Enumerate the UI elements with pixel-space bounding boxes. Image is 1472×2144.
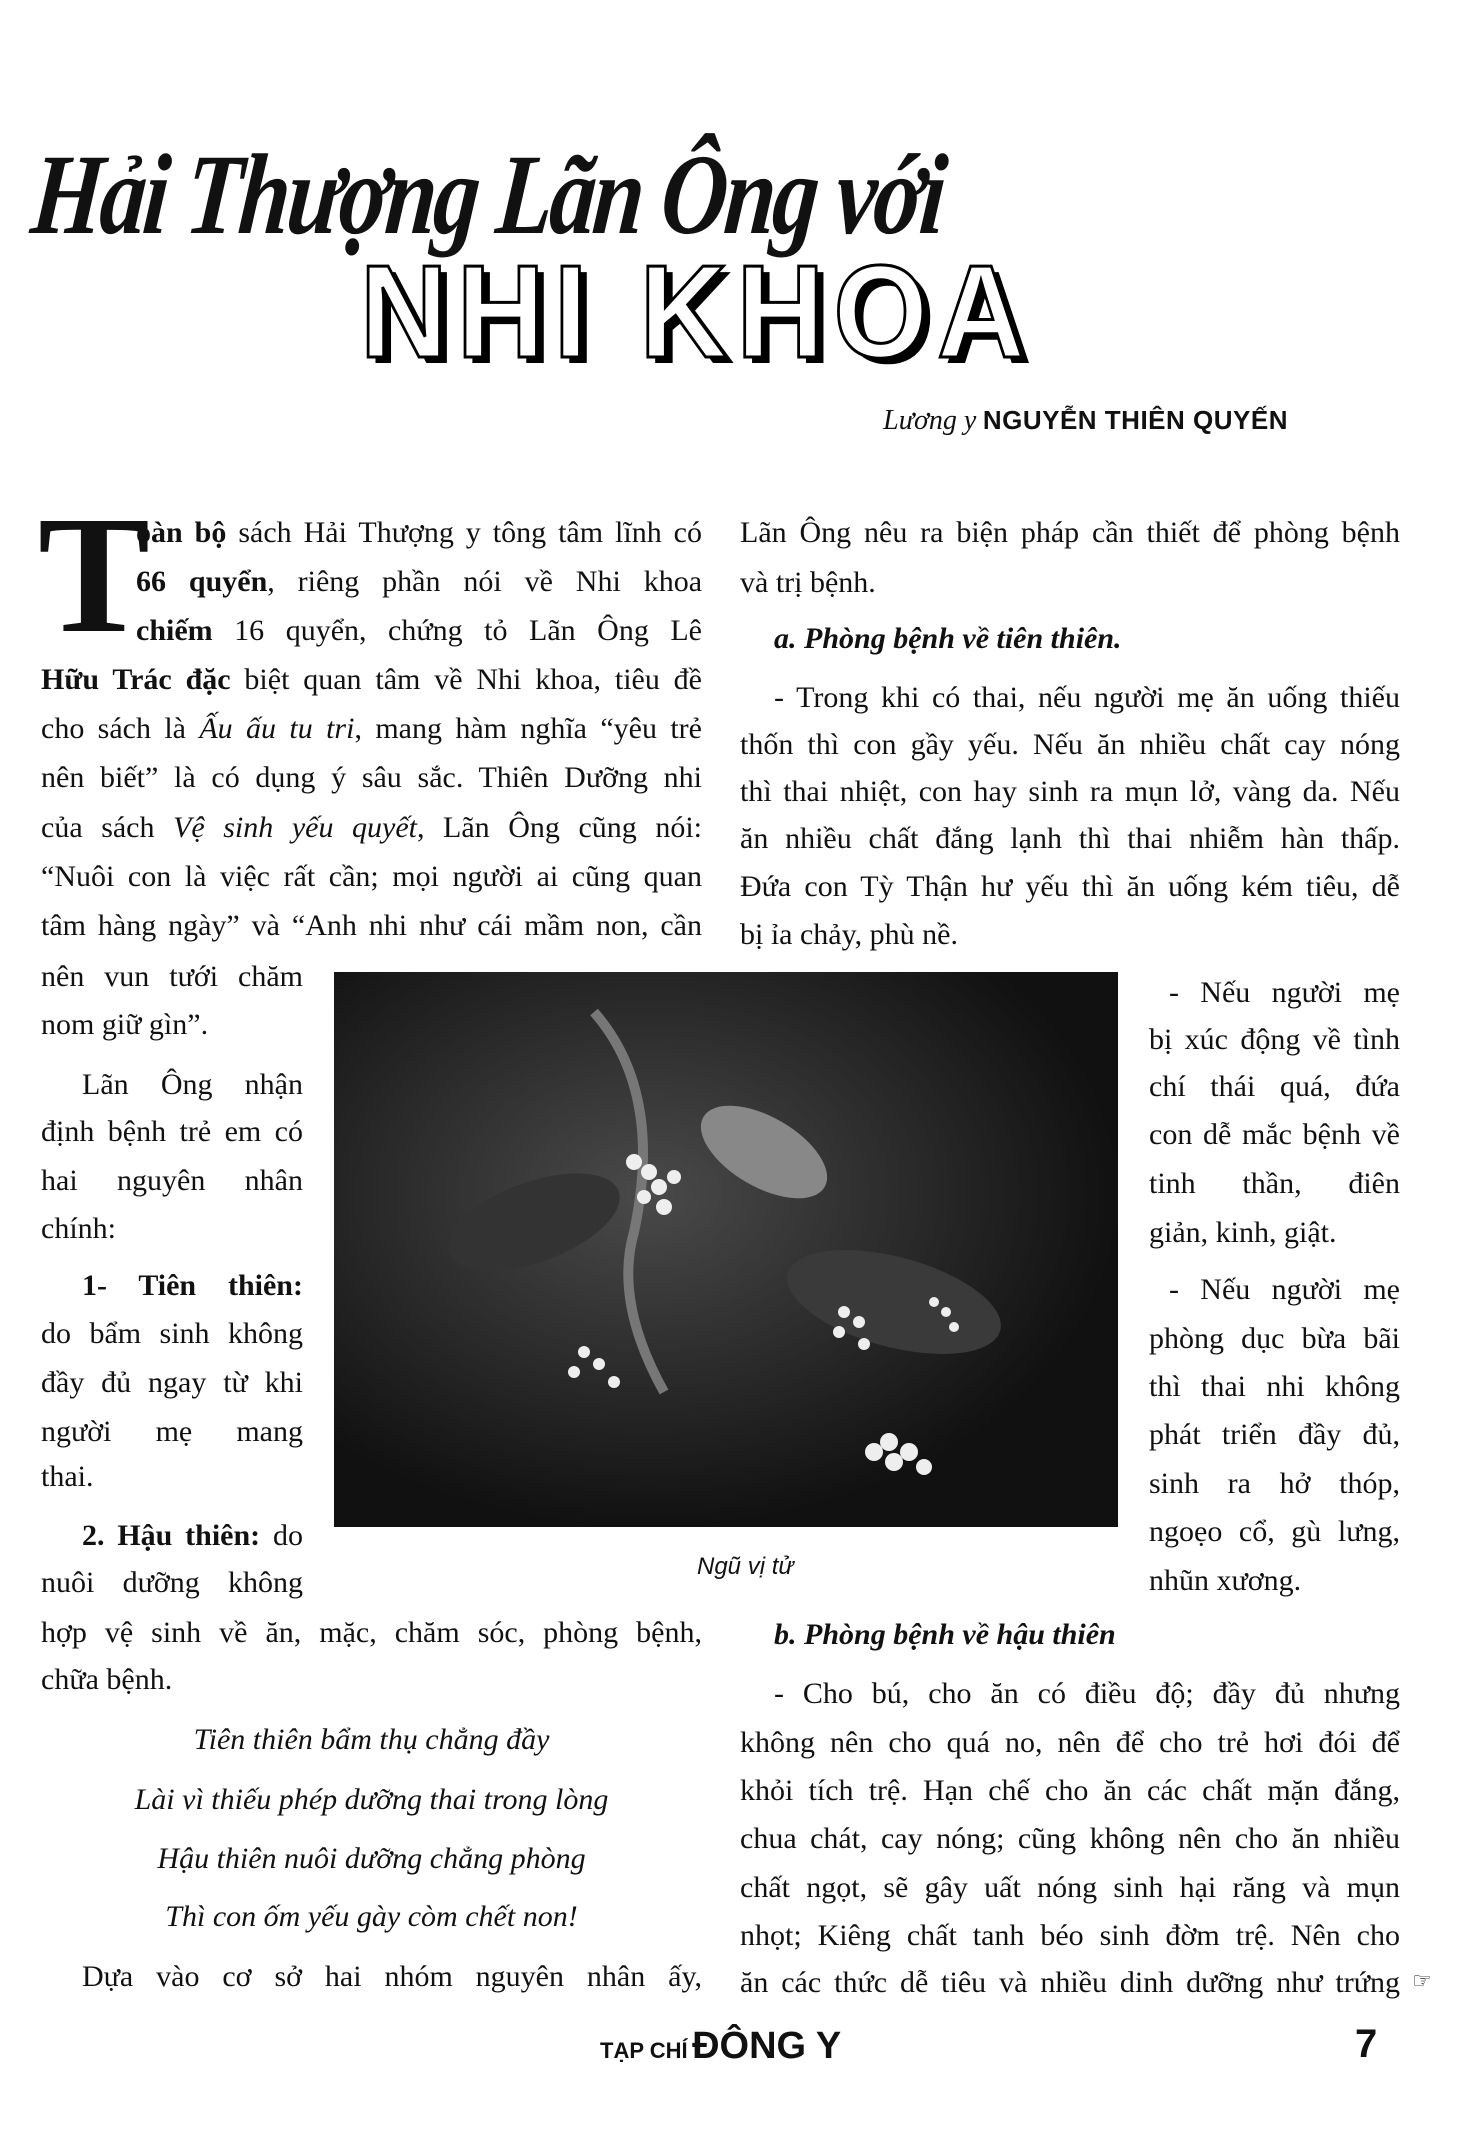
subheading-hau-thien: 2. Hậu thiên: do (82, 1519, 303, 1552)
text-line: nên vun tưới chăm (41, 960, 303, 993)
text-line: thì thai nhi không (1149, 1370, 1400, 1403)
text-line: cho sách là Ấu ấu tu tri, mang hàm nghĩa “yêu trẻ (41, 712, 702, 745)
text-line: 66 quyển, riêng phần nói về Nhi khoa (136, 565, 703, 598)
byline-label: Lương y (883, 405, 977, 436)
poem-line: Tiên thiên bẩm thụ chẳng đầy (193, 1723, 550, 1756)
text-line: nhọt; Kiêng chất tanh béo sinh đờm trệ. Nên cho (740, 1919, 1400, 1952)
text-line: oàn bộ sách Hải Thượng y tông tâm lĩnh có (136, 516, 702, 549)
text-line: chữa bệnh. (41, 1663, 173, 1696)
berries-photo-illustration (334, 972, 1118, 1527)
text-line: tinh thần, điên (1149, 1167, 1400, 1200)
text-line: nuôi dưỡng không (41, 1566, 303, 1599)
text-line: - Cho bú, cho ăn có điều độ; đầy đủ nhưng (774, 1677, 1400, 1710)
text-line: thì thai nhiệt, con hay sinh ra mụn lở, vàng da. Nếu (740, 775, 1400, 808)
text-line: thốn thì con gầy yếu. Nếu ăn nhiều chất cay nóng (740, 728, 1400, 761)
text-line: “Nuôi con là việc rất cần; mọi người ai cũng quan (41, 860, 702, 893)
text-line: Lãn Ông nhận (82, 1068, 303, 1101)
text-line: - Nếu người mẹ (1169, 976, 1400, 1009)
text-line: tâm hàng ngày” và “Anh nhi như cái mầm non, cần (41, 909, 702, 942)
text-line: giản, kinh, giật. (1149, 1216, 1337, 1249)
text-line: bị xúc động về tình (1149, 1023, 1400, 1056)
magazine-name: ĐÔNG Y (692, 2025, 842, 2067)
text-line: Lãn Ông nêu ra biện pháp cần thiết để phòng bệnh (740, 516, 1400, 549)
article-title-script: Hải Thượng Lãn Ông với (27, 130, 949, 258)
text-line: chính: (41, 1212, 116, 1245)
text-line: nên biết” là có dụng ý sâu sắc. Thiên Dưỡng nhi (41, 761, 702, 794)
text-line: chua chát, cay nóng; cũng không nên cho ăn nhiều (740, 1822, 1400, 1855)
text-line: ăn nhiều chất đắng lạnh thì thai nhiễm hàn thấp. (740, 822, 1400, 855)
text-line: con dễ mắc bệnh về (1149, 1118, 1400, 1151)
text-line: định bệnh trẻ em có (41, 1115, 303, 1148)
text-line: nhũn xương. (1149, 1564, 1302, 1597)
text-line: chí thái quá, đứa (1149, 1070, 1400, 1103)
text-line: và trị bệnh. (740, 566, 876, 599)
text-line: sinh ra hở thóp, (1149, 1467, 1400, 1500)
text-line: phát triển đầy đủ, (1149, 1418, 1400, 1451)
text-line: khỏi tích trệ. Hạn chế cho ăn các chất mặn đắng, (740, 1774, 1400, 1807)
section-heading-a: a. Phòng bệnh về tiên thiên. (774, 622, 1122, 655)
text-line: phòng dục bừa bãi (1149, 1322, 1400, 1355)
magazine-footer (600, 2025, 841, 2068)
text-line: của sách Vệ sinh yếu quyết, Lãn Ông cũng nói: (41, 811, 703, 844)
text-line: thai. (41, 1460, 94, 1493)
text-line: - Nếu người mẹ (1169, 1273, 1400, 1306)
text-line: không nên cho quá no, nên để cho trẻ hơi đói để (740, 1726, 1400, 1759)
subheading-tien-thien: 1- Tiên thiên: (82, 1269, 303, 1302)
magazine-label: TẠP CHÍ (600, 2038, 688, 2063)
text-line: hợp vệ sinh về ăn, mặc, chăm sóc, phòng bệnh, (41, 1616, 702, 1649)
poem-line: Hậu thiên nuôi dưỡng chẳng phòng (157, 1842, 586, 1875)
text-line: Dựa vào cơ sở hai nhóm nguyên nhân ấy, (82, 1960, 702, 1993)
article-title-block: NHI KHOA (360, 238, 1035, 385)
byline-author: NGUYỄN THIÊN QUYẾN (982, 405, 1288, 435)
page-number: 7 (1355, 2022, 1378, 2066)
photo-caption: Ngũ vị tử (697, 1553, 794, 1580)
text-line: chất ngọt, sẽ gây uất nóng sinh hại răng và mụn (740, 1871, 1400, 1904)
text-line: bị ỉa chảy, phù nề. (740, 918, 958, 951)
text-line: ăn các thức dễ tiêu và nhiều dinh dưỡng như trứng (740, 1966, 1400, 1999)
poem-line: Thì con ốm yếu gày còm chết non! (165, 1900, 578, 1933)
text-line: người mẹ mang (41, 1415, 303, 1448)
poem-line: Lài vì thiếu phép dưỡng thai trong lòng (134, 1783, 609, 1816)
text-line: nom giữ gìn”. (41, 1008, 209, 1041)
text-line: đầy đủ ngay từ khi (41, 1366, 303, 1399)
section-heading-b: b. Phòng bệnh về hậu thiên (774, 1618, 1116, 1651)
text-line: hai nguyên nhân (41, 1164, 303, 1197)
text-line: ngoẹo cổ, gù lưng, (1149, 1515, 1400, 1548)
continue-pointer-icon: ☞ (1412, 1968, 1432, 1993)
byline (883, 405, 1288, 437)
drop-cap: T (38, 482, 151, 668)
text-line: Hữu Trác đặc biệt quan tâm về Nhi khoa, tiêu đề (41, 663, 702, 696)
text-line: Đứa con Tỳ Thận hư yếu thì ăn uống kém tiêu, dễ (740, 870, 1400, 903)
photo-ngu-vi-tu (334, 972, 1118, 1527)
text-line: - Trong khi có thai, nếu người mẹ ăn uống thiếu (774, 681, 1400, 714)
text-line: do bẩm sinh không (41, 1317, 303, 1350)
text-line: chiếm 16 quyển, chứng tỏ Lãn Ông Lê (136, 614, 702, 647)
